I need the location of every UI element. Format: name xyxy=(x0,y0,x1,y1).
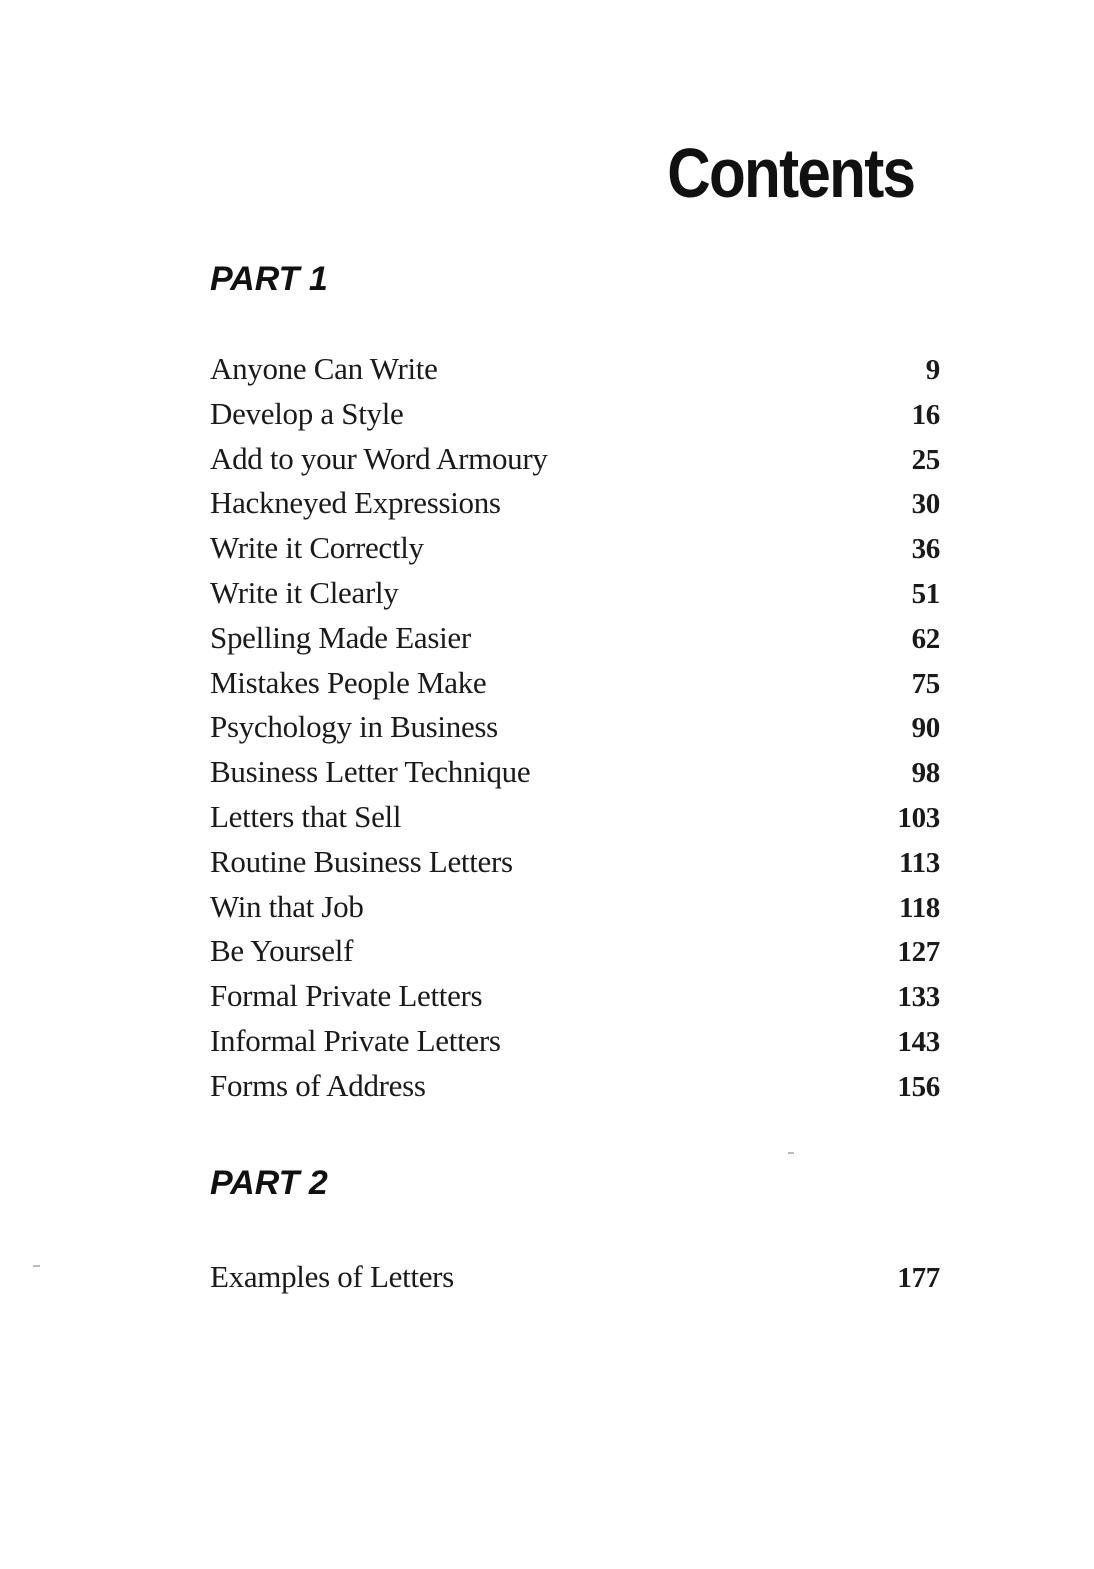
toc-entry-page-number: 103 xyxy=(897,801,940,834)
toc-entry xyxy=(210,437,940,482)
toc-entry xyxy=(210,616,940,661)
toc-entry-title: Write it Correctly xyxy=(210,530,424,566)
toc-entry xyxy=(210,705,940,750)
toc-entry-page-number: 36 xyxy=(911,533,940,566)
toc-entry xyxy=(210,1019,940,1064)
toc-entry xyxy=(210,481,940,526)
toc-entry-title: Formal Private Letters xyxy=(210,978,483,1014)
toc-entry-page-number: 127 xyxy=(897,936,940,969)
toc-entry xyxy=(210,661,940,706)
toc-entry-title: Write it Clearly xyxy=(210,574,399,610)
toc-entry-page-number: 9 xyxy=(925,354,940,386)
toc-entry-title: Be Yourself xyxy=(210,933,354,969)
toc-entry-page-number: 156 xyxy=(897,1070,940,1103)
part-2-entry-list xyxy=(210,1255,940,1300)
toc-entry xyxy=(210,526,940,571)
toc-entry-page-number: 177 xyxy=(897,1262,940,1294)
toc-entry-page-number: 113 xyxy=(899,846,940,879)
toc-entry xyxy=(210,1064,940,1109)
toc-entry-page-number: 133 xyxy=(897,981,940,1014)
toc-entry-page-number: 143 xyxy=(897,1025,940,1058)
toc-entry-page-number: 30 xyxy=(911,488,940,521)
part-1-heading: PART 1 xyxy=(210,260,328,298)
toc-entry xyxy=(210,392,940,437)
toc-entry-title: Anyone Can Write xyxy=(210,351,438,386)
toc-entry-page-number: 98 xyxy=(911,757,940,790)
toc-entry-page-number: 16 xyxy=(911,398,940,431)
toc-entry-page-number: 90 xyxy=(911,712,940,745)
toc-entry-page-number: 51 xyxy=(911,577,940,610)
part-1-entry-list xyxy=(210,347,940,1109)
toc-entry-title: Spelling Made Easier xyxy=(210,619,471,655)
toc-entry-title: Informal Private Letters xyxy=(210,1022,501,1058)
toc-entry xyxy=(210,795,940,840)
toc-entry xyxy=(210,840,940,885)
toc-entry-title: Mistakes People Make xyxy=(210,664,487,700)
toc-entry-title: Develop a Style xyxy=(210,395,404,431)
toc-entry-title: Business Letter Technique xyxy=(210,754,531,790)
toc-entry-title: Letters that Sell xyxy=(210,798,402,834)
toc-entry-title: Win that Job xyxy=(210,888,364,924)
toc-entry xyxy=(210,1255,940,1300)
toc-entry xyxy=(210,974,940,1019)
toc-entry-title: Routine Business Letters xyxy=(210,843,513,879)
toc-entry-title: Add to your Word Armoury xyxy=(210,440,548,476)
toc-entry-title: Examples of Letters xyxy=(210,1259,454,1294)
toc-entry-title: Psychology in Business xyxy=(210,709,498,745)
toc-entry xyxy=(210,347,940,392)
toc-entry xyxy=(210,750,940,795)
toc-entry-page-number: 118 xyxy=(899,891,940,924)
toc-entry-title: Forms of Address xyxy=(210,1067,426,1103)
toc-entry-page-number: 62 xyxy=(911,622,940,655)
toc-entry xyxy=(210,885,940,930)
toc-entry xyxy=(210,571,940,616)
scan-speck xyxy=(33,1265,40,1267)
scan-speck xyxy=(788,1152,794,1154)
part-2-heading: PART 2 xyxy=(210,1164,328,1202)
toc-entry-page-number: 75 xyxy=(911,667,940,700)
page-title: Contents xyxy=(666,134,914,212)
toc-entry-page-number: 25 xyxy=(911,443,940,476)
toc-entry-title: Hackneyed Expressions xyxy=(210,485,501,521)
toc-entry xyxy=(210,929,940,974)
